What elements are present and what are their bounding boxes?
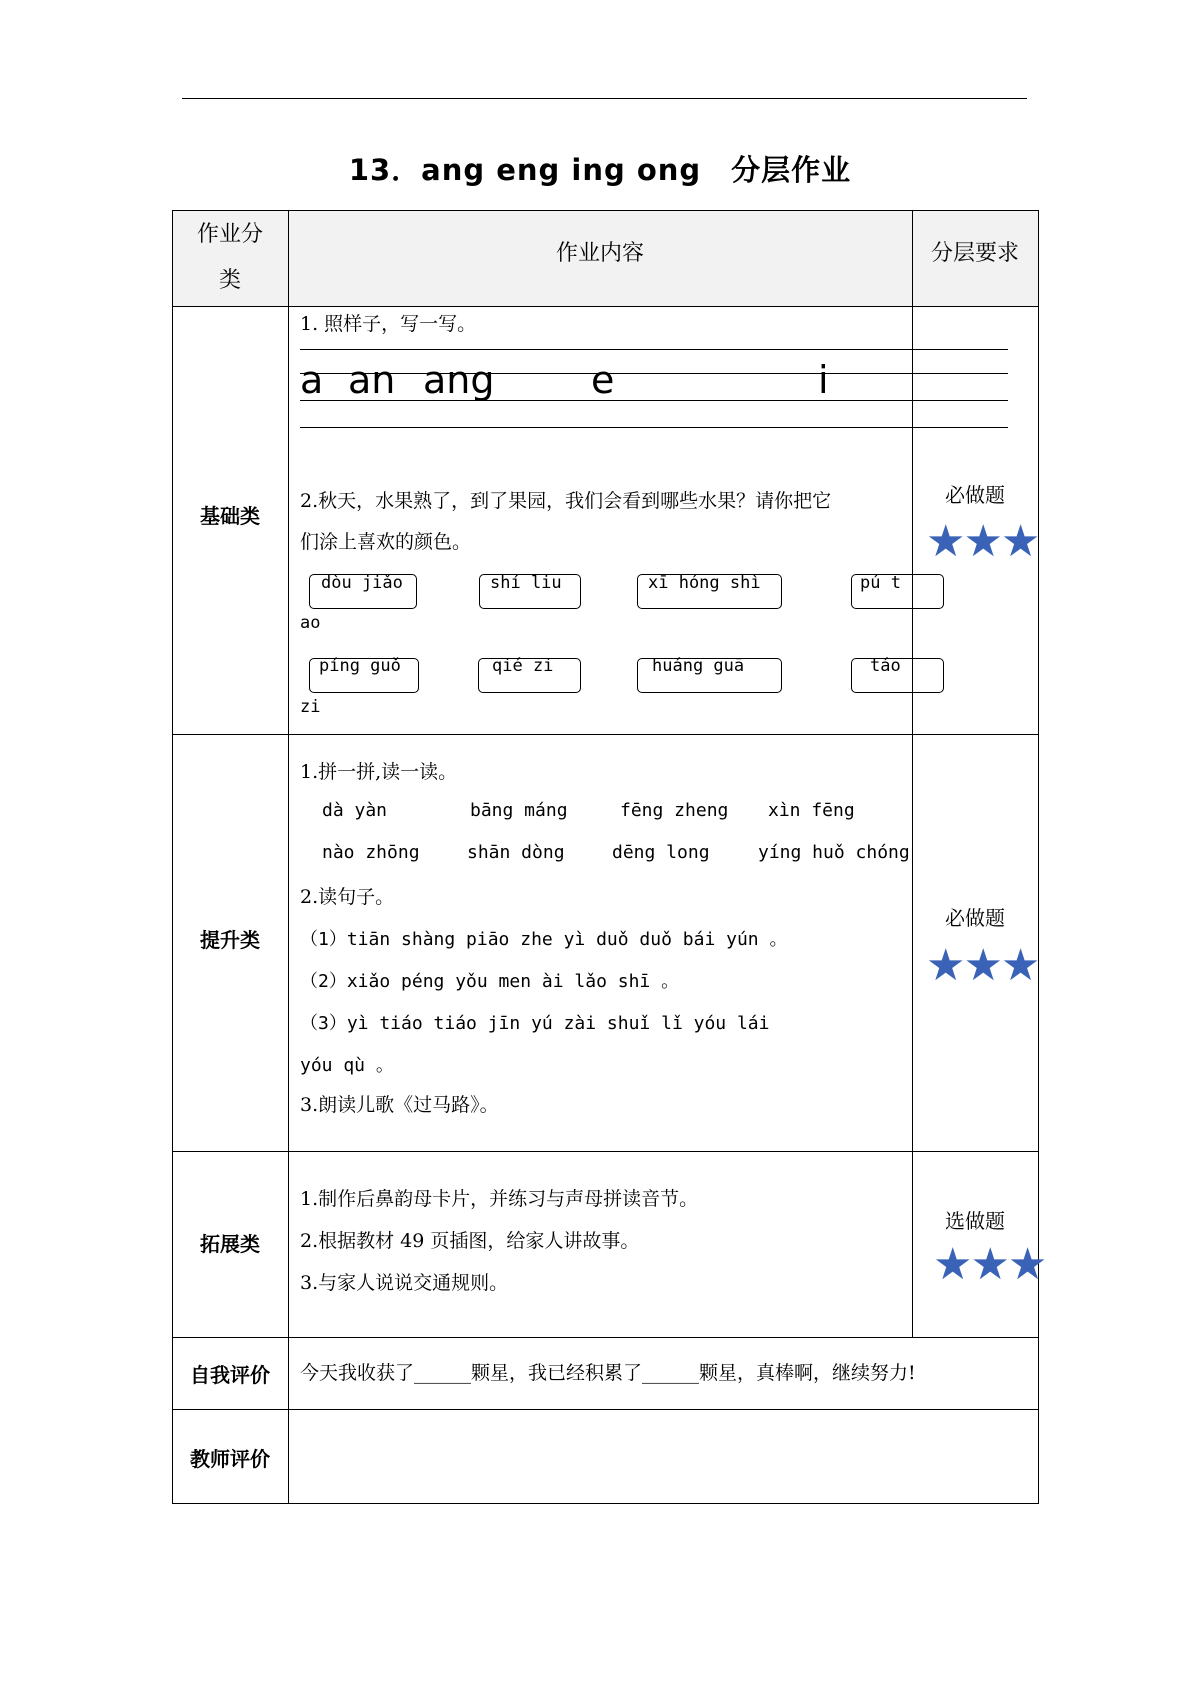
fruit-label-wrap: zi	[300, 697, 321, 717]
pinyin-word: yíng huǒ chóng	[758, 842, 910, 863]
category-extend: 拓展类	[200, 1232, 260, 1256]
writing-guide-line	[300, 400, 1008, 401]
writing-guide-line	[300, 427, 1008, 428]
basic-q2-line1: 2.秋天，水果熟了，到了果园，我们会看到哪些水果？请你把它	[300, 490, 832, 512]
sentence-3-line2: yóu qù 。	[300, 1055, 394, 1076]
writing-guide-line	[300, 349, 1008, 350]
pinyin-word: nào zhōng	[322, 842, 420, 863]
fruit-label: qié zi	[492, 656, 554, 676]
improve-q3: 3.朗读儿歌《过马路》。	[300, 1094, 499, 1116]
pinyin-word: dà yàn	[322, 800, 388, 821]
category-improve: 提升类	[200, 928, 260, 952]
header-requirement: 分层要求	[930, 241, 1019, 266]
header-content: 作业内容	[555, 241, 644, 266]
basic-q2-line2: 们涂上喜欢的颜色。	[300, 531, 472, 553]
example-an: an	[348, 358, 396, 402]
extend-stars-icon: ★★★	[933, 1239, 1046, 1290]
sentence-3-line1: （3）yì tiáo tiáo jīn yú zài shuǐ lǐ yóu lái	[300, 1013, 770, 1034]
example-i: i	[818, 358, 829, 402]
category-basic: 基础类	[200, 504, 260, 528]
page-title: 13．ang eng ing ong 分层作业	[348, 153, 852, 187]
improve-requirement: 必做题	[945, 906, 1005, 930]
fruit-label: píng guǒ	[319, 656, 401, 676]
basic-requirement: 必做题	[945, 483, 1005, 507]
pinyin-word: shān dòng	[467, 842, 565, 863]
fruit-label: xī hóng shì	[648, 573, 761, 593]
example-ang: ang	[423, 358, 495, 402]
fruit-label: dòu jiǎo	[321, 573, 403, 593]
improve-stars-icon: ★★★	[926, 940, 1039, 991]
basic-q1: 1. 照样子，写一写。	[300, 313, 477, 335]
fruit-label: huáng guā	[652, 656, 745, 676]
pinyin-word: fēng zheng	[620, 800, 729, 821]
pinyin-word: xìn fēng	[768, 800, 855, 821]
improve-q1: 1.拼一拼,读一读。	[300, 761, 458, 783]
pinyin-word: bāng máng	[470, 800, 568, 821]
sentence-1: （1）tiān shàng piāo zhe yì duǒ duǒ bái yún 。	[300, 929, 788, 950]
self-eval-text: 今天我收获了______颗星，我已经积累了______颗星，真棒啊，继续努力!	[300, 1362, 916, 1384]
category-self-eval: 自我评价	[190, 1363, 270, 1387]
writing-guide-line	[300, 373, 1008, 374]
extend-requirement: 选做题	[945, 1209, 1005, 1233]
fruit-label: shí liu	[490, 573, 562, 593]
fruit-label: táo	[870, 656, 901, 676]
fruit-label: pú t	[860, 573, 901, 593]
extend-q3: 3.与家人说说交通规则。	[300, 1272, 509, 1294]
example-e: e	[591, 358, 615, 402]
fruit-label-wrap: ao	[300, 613, 321, 633]
category-teacher-eval: 教师评价	[190, 1447, 270, 1471]
extend-q2: 2.根据教材 49 页插图，给家人讲故事。	[300, 1230, 640, 1252]
basic-stars-icon: ★★★	[926, 516, 1039, 567]
top-rule	[182, 98, 1027, 99]
extend-q1: 1.制作后鼻韵母卡片，并练习与声母拼读音节。	[300, 1188, 699, 1210]
sentence-2: （2）xiǎo péng yǒu men ài lǎo shī 。	[300, 971, 680, 992]
improve-q2: 2.读句子。	[300, 886, 395, 908]
header-category: 作业分 类	[196, 222, 263, 293]
example-a: a	[300, 358, 324, 402]
pinyin-word: dēng long	[612, 842, 710, 863]
